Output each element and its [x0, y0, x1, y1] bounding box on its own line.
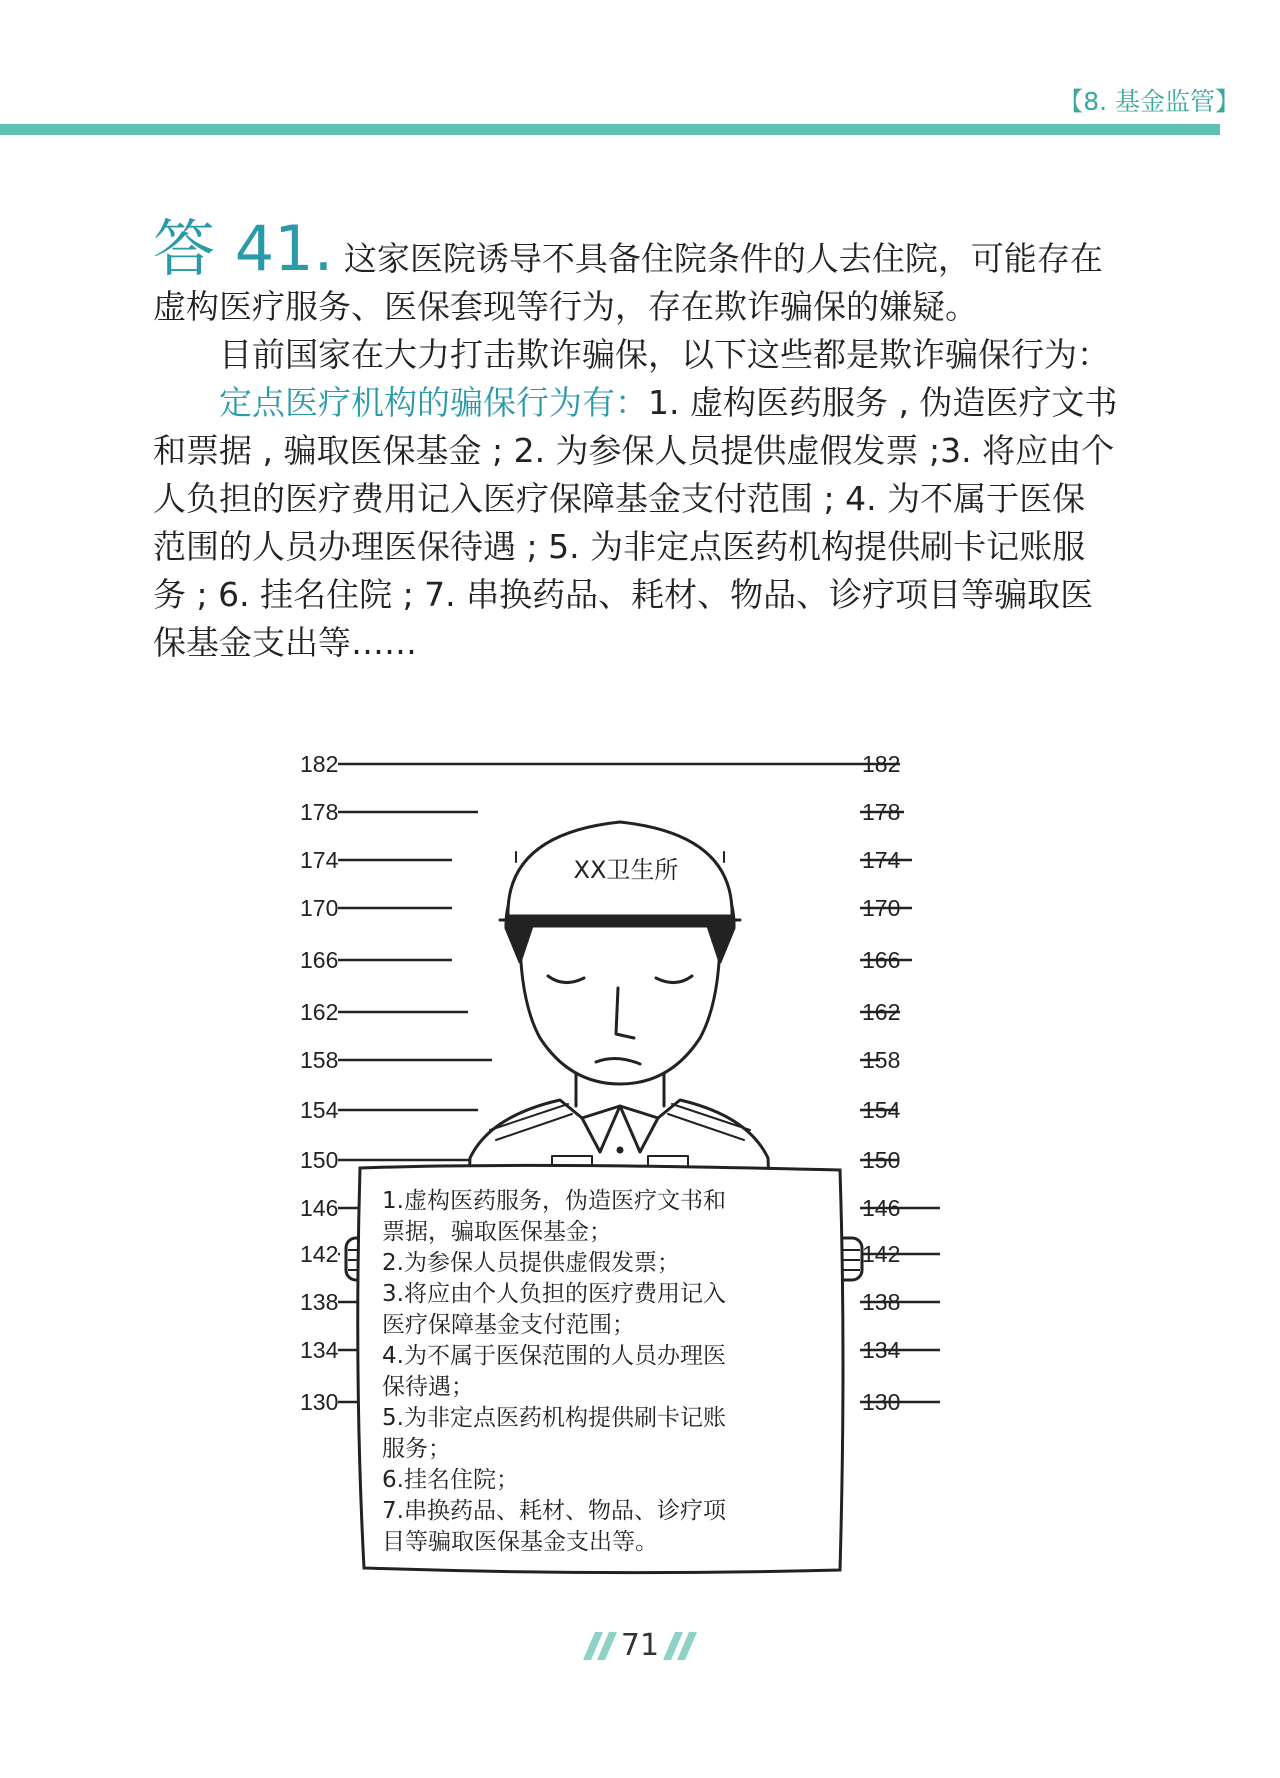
sign-line: 票据，骗取医保基金；	[382, 1219, 612, 1245]
height-label-left: 162	[300, 999, 339, 1025]
height-label-right: 170	[862, 895, 901, 921]
height-label-left: 178	[300, 799, 339, 825]
sign-line: 目等骗取医保基金支出等。	[382, 1529, 658, 1555]
answer-text-3: 1. 虚构医药服务 , 伪造医疗文书和票据 , 骗取医保基金 ; 2. 为参保人员提供虚假发票 ;3. 将应由个人负担的医疗费用记入医疗保障基金支付范围 ; 4. 为不属于医保范围的人员办理医保待遇 ; 5. 为非定点医药机构提供刷卡记账服务 ; 6. 挂名住院 ; 7. 串换药品、耗材、物品、诊疗项目等骗取医保基金支出等……	[153, 383, 1118, 662]
height-label-left: 166	[300, 947, 339, 973]
sign-line: 医疗保障基金支付范围；	[382, 1312, 635, 1338]
header-bar	[0, 124, 1220, 135]
sign-line: 6.挂名住院；	[382, 1467, 519, 1493]
height-label-left: 170	[300, 895, 339, 921]
height-label-left: 138	[300, 1289, 339, 1315]
height-label-left: 150	[300, 1147, 339, 1173]
sign-line: 3.将应由个人负担的医疗费用记入	[382, 1281, 726, 1307]
height-label-right: 134	[862, 1337, 901, 1363]
height-label-left: 130	[300, 1389, 339, 1415]
page-number-badge	[575, 1626, 705, 1666]
height-label-left: 174	[300, 847, 339, 873]
height-label-right: 150	[862, 1147, 901, 1173]
height-label-left: 134	[300, 1337, 339, 1363]
sign-line: 2.为参保人员提供虚假发票；	[382, 1250, 680, 1276]
page-number: 71	[620, 1628, 660, 1663]
height-label-right: 182	[862, 751, 901, 777]
height-label-right: 138	[862, 1289, 901, 1315]
sign-line: 保待遇；	[382, 1374, 474, 1400]
answer-paragraph-3	[153, 379, 1118, 667]
height-label-right: 178	[862, 799, 901, 825]
answer-paragraph-1	[153, 212, 1118, 331]
sign-line: 4.为不属于医保范围的人员办理医	[382, 1343, 726, 1369]
mugshot-illustration	[300, 738, 940, 1598]
height-label-left: 182	[300, 751, 339, 777]
height-label-left: 158	[300, 1047, 339, 1073]
sign-line: 服务；	[382, 1436, 451, 1462]
sign-line: 7.串换药品、耗材、物品、诊疗项	[382, 1498, 726, 1524]
height-label-right: 146	[862, 1195, 901, 1221]
height-label-right: 162	[862, 999, 901, 1025]
answer-paragraph-2: 目前国家在大力打击欺诈骗保，以下这些都是欺诈骗保行为：	[219, 335, 1110, 374]
height-label-right: 154	[862, 1097, 901, 1123]
height-label-left: 146	[300, 1195, 339, 1221]
height-label-right: 130	[862, 1389, 901, 1415]
height-label-right: 174	[862, 847, 901, 873]
section-tag: 【8. 基金监管】	[1058, 87, 1240, 116]
height-label-right: 158	[862, 1047, 901, 1073]
height-label-left: 154	[300, 1097, 339, 1123]
cap-label: XX卫生所	[573, 856, 679, 884]
height-label-left: 142	[300, 1241, 339, 1267]
answer-subheading: 定点医疗机构的骗保行为有：	[219, 383, 648, 422]
answer-text-1: 这家医院诱导不具备住院条件的人去住院，可能存在虚构医疗服务、医保套现等行为，存在欺诈骗保的嫌疑。	[153, 239, 1103, 326]
answer-body	[153, 212, 1118, 667]
sign-line: 1.虚构医药服务，伪造医疗文书和	[382, 1188, 726, 1214]
height-label-right: 142	[862, 1241, 901, 1267]
height-label-right: 166	[862, 947, 901, 973]
answer-label: 答 41.	[153, 212, 334, 285]
sign-line: 5.为非定点医药机构提供刷卡记账	[382, 1405, 726, 1431]
